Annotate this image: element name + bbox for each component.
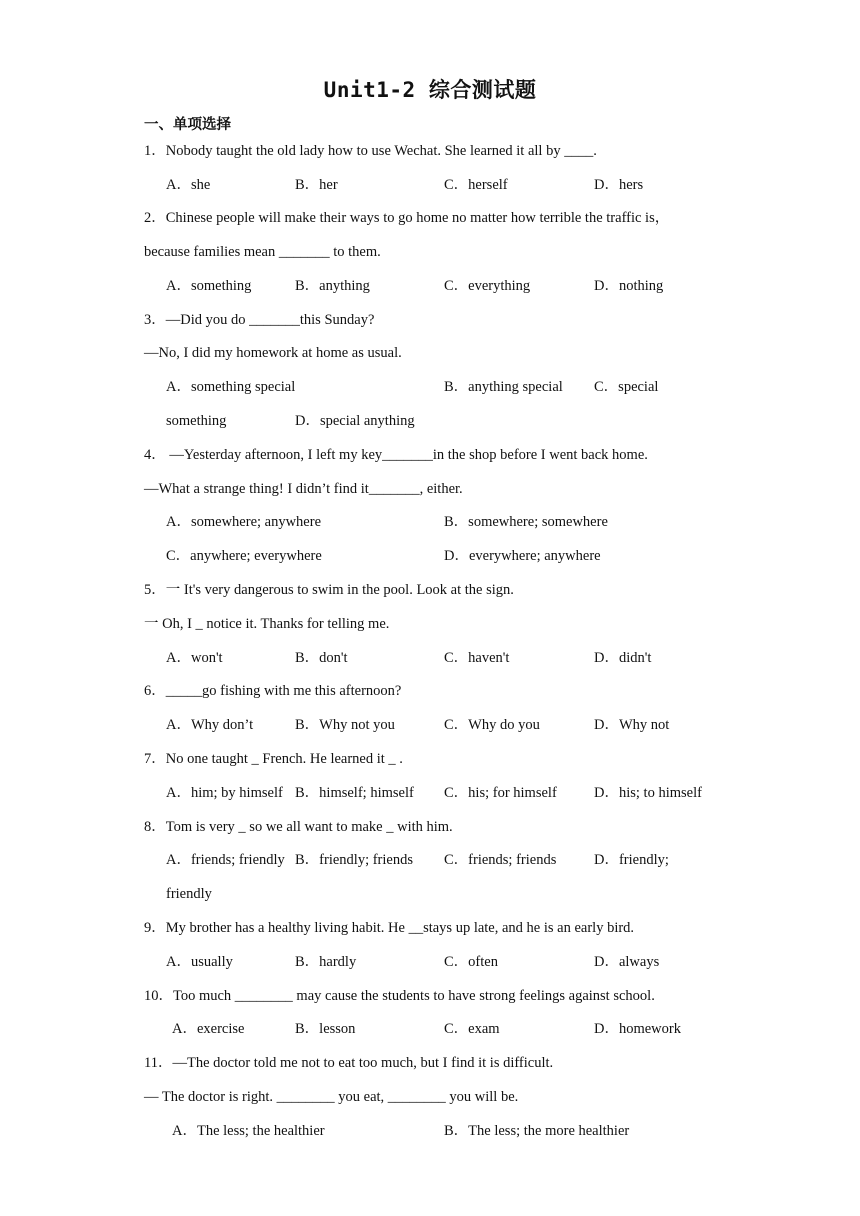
question-7-option-d: D．his; to himself (594, 785, 702, 801)
question-5-stem-line2: 一 Oh, I _ notice it. Thanks for telling me. (144, 616, 390, 632)
question-4-stem-line1: 4． —Yesterday afternoon, I left my key_______in the shop before I went back home. (144, 447, 648, 463)
question-3-stem-line2: —No, I did my homework at home as usual. (144, 345, 402, 361)
question-1-option-a: A．she (166, 177, 211, 193)
question-4-stem-line2: —What a strange thing! I didn’t find it_______, either. (144, 481, 463, 497)
question-6-option-a: A．Why don’t (166, 717, 254, 733)
question-4-option-d: D．everywhere; anywhere (444, 548, 601, 564)
question-6-option-b: B．Why not you (295, 717, 395, 733)
question-8-stem: 8．Tom is very _ so we all want to make _ with him. (144, 819, 453, 835)
question-11-stem-line1: 11．—The doctor told me not to eat too much, but I find it is difficult. (144, 1055, 554, 1071)
question-11-option-b: B．The less; the more healthier (444, 1123, 630, 1139)
question-3-option-a: A．something special (166, 379, 296, 395)
question-9-option-d: D．always (594, 954, 660, 970)
question-1-stem: 1．Nobody taught the old lady how to use Wechat. She learned it all by ____. (144, 143, 597, 159)
question-5-option-d: D．didn't (594, 650, 652, 666)
question-8-option-a: A．friends; friendly (166, 852, 285, 868)
question-7-option-a: A．him; by himself (166, 785, 283, 801)
question-8-option-c: C．friends; friends (444, 852, 557, 868)
question-2-stem-line1: 2．Chinese people will make their ways to go home no matter how terrible the traffic is， (144, 210, 670, 226)
question-3-stem-line1: 3．—Did you do _______this Sunday? (144, 312, 375, 328)
question-2-option-d: D．nothing (594, 278, 664, 294)
question-2-option-c: C．everything (444, 278, 531, 294)
section-heading: 一、单项选择 (144, 117, 231, 133)
question-2-option-a: A．something (166, 278, 252, 294)
question-2-option-b: B．anything (295, 278, 370, 294)
question-6-option-d: D．Why not (594, 717, 670, 733)
question-3-option-c: C．special (594, 379, 659, 395)
question-1-option-b: B．her (295, 177, 338, 193)
question-9-stem: 9．My brother has a healthy living habit. He __stays up late, and he is an early bird. (144, 920, 635, 936)
question-11-option-a: A．The less; the healthier (172, 1123, 325, 1139)
question-6-stem: 6．_____go fishing with me this afternoon? (144, 683, 402, 699)
question-5-option-a: A．won't (166, 650, 223, 666)
question-4-option-a: A．somewhere; anywhere (166, 514, 322, 530)
question-3-option-d: D．special anything (295, 413, 415, 429)
question-7-option-c: C．his; for himself (444, 785, 557, 801)
question-6-option-c: C．Why do you (444, 717, 540, 733)
question-4-option-c: C．anywhere; everywhere (166, 548, 322, 564)
question-8-option-d-continued: friendly (166, 886, 212, 902)
question-2-stem-line2: because families mean _______ to them. (144, 244, 381, 260)
page-title: Unit1-2 综合测试题 (323, 78, 537, 102)
question-5-option-c: C．haven't (444, 650, 510, 666)
question-1-option-c: C．herself (444, 177, 508, 193)
question-3-option-c-continued: something (166, 413, 227, 429)
question-5-option-b: B．don't (295, 650, 348, 666)
question-11-stem-line2: — The doctor is right. ________ you eat, ________ you will be. (144, 1089, 519, 1105)
question-5-stem-line1: 5．一 It's very dangerous to swim in the pool. Look at the sign. (144, 582, 514, 598)
question-7-stem: 7．No one taught _ French. He learned it _ . (144, 751, 403, 767)
question-9-option-c: C．often (444, 954, 498, 970)
question-8-option-d: D．friendly; (594, 852, 669, 868)
question-4-option-b: B．somewhere; somewhere (444, 514, 608, 530)
question-1-option-d: D．hers (594, 177, 644, 193)
question-7-option-b: B．himself; himself (295, 785, 414, 801)
question-9-option-a: A．usually (166, 954, 233, 970)
question-9-option-b: B．hardly (295, 954, 357, 970)
question-10-option-a: A．exercise (172, 1021, 245, 1037)
question-10-option-d: D．homework (594, 1021, 681, 1037)
question-8-option-b: B．friendly; friends (295, 852, 413, 868)
question-10-option-b: B．lesson (295, 1021, 356, 1037)
question-10-option-c: C．exam (444, 1021, 500, 1037)
question-10-stem: 10．Too much ________ may cause the students to have strong feelings against school. (144, 988, 655, 1004)
question-3-option-b: B．anything special (444, 379, 563, 395)
